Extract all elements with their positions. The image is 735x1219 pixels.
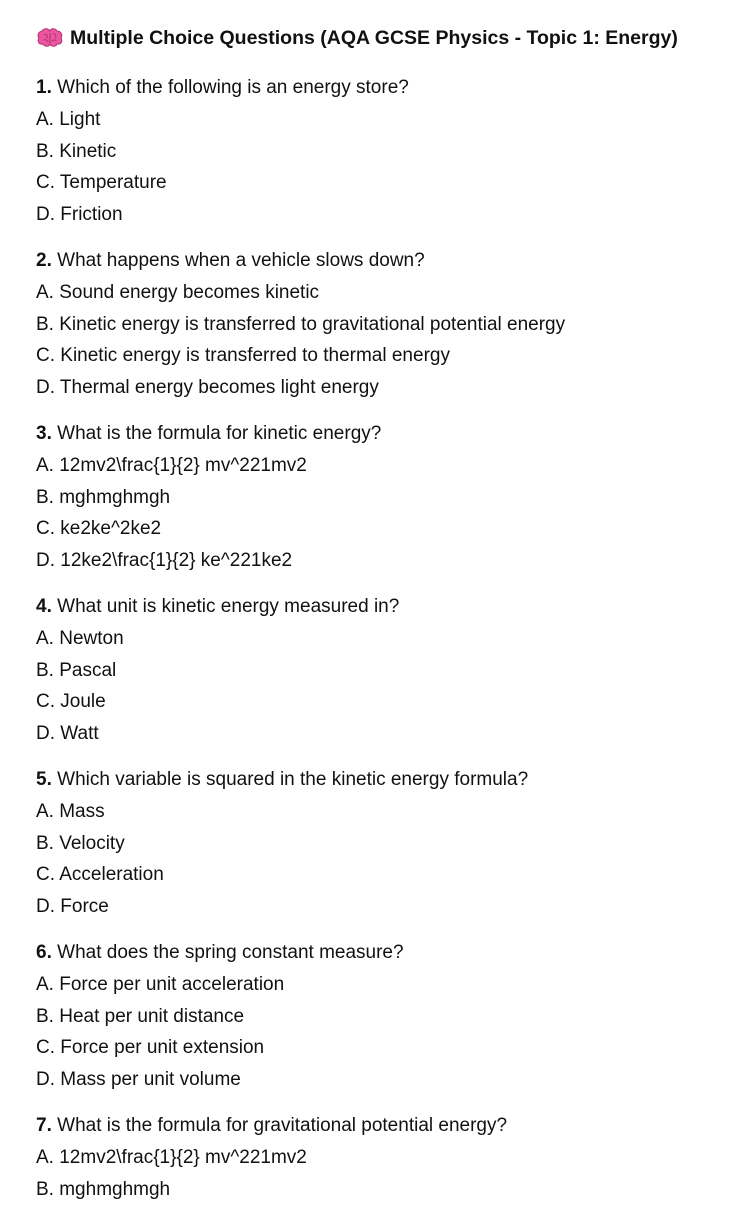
question-1 [36,72,735,231]
question-6 [36,937,735,1096]
page-title: Multiple Choice Questions (AQA GCSE Physics - Topic 1: Energy) [70,26,678,49]
question-number: 1. [36,77,52,98]
option-d: D. Mass per unit volume [36,1069,241,1091]
question-line [36,937,735,969]
option-c: C. Kinetic energy is transferred to thermal energy [36,345,450,367]
option-a: A. Sound energy becomes kinetic [36,281,320,303]
option-b: B. Kinetic [36,140,117,162]
question-text: What does the spring constant measure? [57,941,404,963]
option-c: C. Temperature [36,172,167,194]
option-c: C. ke2ke^2ke2 [36,518,162,540]
option-c: C. Force per unit extension [36,1037,265,1059]
option-c: C. Joule [36,691,106,713]
option-d: D. Thermal energy becomes light energy [36,377,379,399]
question-number: 3. [36,422,52,444]
brain-icon [36,27,64,49]
option-a: A. Light [36,108,101,130]
question-number: 4. [36,595,52,617]
option-b: B. mghmghmgh [36,486,171,508]
option-a: A. 12mv2\frac{1}{2} mv^221mv2 [36,454,307,476]
question-7 [36,1110,735,1205]
question-number: 2. [36,249,52,271]
question-text: What is the formula for gravitational potential energy? [57,1114,508,1136]
option-d: D. Watt [36,723,99,745]
question-text: Which variable is squared in the kinetic energy formula? [57,768,529,790]
question-text: Which of the following is an energy store? [57,77,409,98]
question-line [36,764,735,796]
option-b: B. mghmghmgh [36,1178,171,1200]
question-line [36,418,735,450]
option-a: A. Newton [36,627,124,649]
option-b: B. Velocity [36,832,125,854]
option-a: A. Mass [36,800,105,822]
option-d: D. 12ke2\frac{1}{2} ke^221ke2 [36,550,293,572]
question-line [36,591,735,623]
question-4 [36,591,735,750]
question-5 [36,764,735,923]
question-number: 7. [36,1114,52,1136]
question-text: What happens when a vehicle slows down? [57,249,425,271]
question-number: 6. [36,941,52,963]
option-b: B. Kinetic energy is transferred to gravitational potential energy [36,313,566,335]
option-c: C. Acceleration [36,864,164,886]
option-b: B. Heat per unit distance [36,1005,245,1027]
question-line [36,72,735,104]
question-line [36,245,735,277]
option-d: D. Force [36,896,109,918]
option-a: A. Force per unit acceleration [36,973,285,995]
question-3 [36,418,735,577]
option-a: A. 12mv2\frac{1}{2} mv^221mv2 [36,1146,307,1168]
option-d: D. Friction [36,204,123,226]
option-b: B. Pascal [36,659,117,681]
question-number: 5. [36,768,52,790]
title-row [36,18,735,58]
question-2 [36,245,735,404]
question-text: What unit is kinetic energy measured in? [57,595,400,617]
question-text: What is the formula for kinetic energy? [57,422,382,444]
question-line [36,1110,735,1142]
